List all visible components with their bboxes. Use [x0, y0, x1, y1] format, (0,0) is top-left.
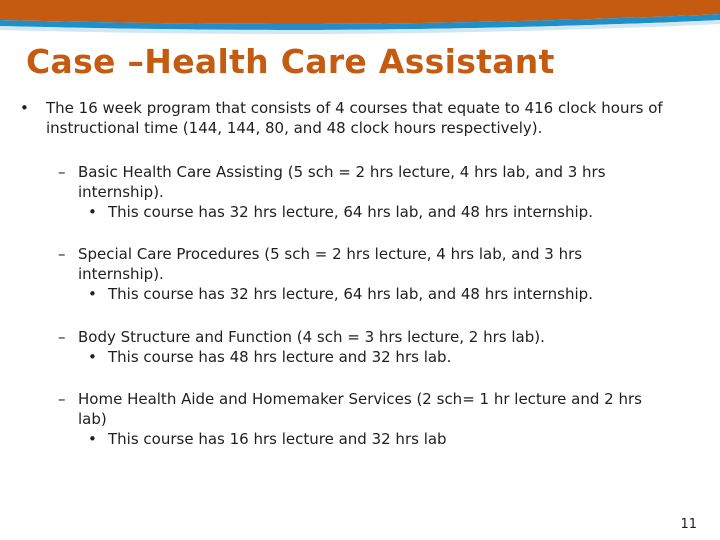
dash-marker: –	[58, 163, 66, 181]
header-wave-band	[0, 0, 720, 36]
course-detail-text: This course has 48 hrs lecture and 32 hrs lab.	[108, 348, 452, 366]
bullet-icon: •	[88, 203, 97, 221]
course-detail-text: This course has 16 hrs lecture and 32 hrs lab	[108, 430, 447, 448]
bullet-icon: •	[88, 348, 97, 366]
main-bullet	[0, 98, 720, 138]
course-text: Special Care Procedures (5 sch = 2 hrs lecture, 4 hrs lab, and 3 hrs internship).	[78, 245, 583, 283]
bullet-icon: •	[88, 285, 97, 303]
course-item	[0, 327, 720, 367]
main-bullet-text: The 16 week program that consists of 4 courses that equate to 416 clock hours of instructional time (144, 144, 80, and 48 clock hours respectively).	[46, 99, 663, 137]
bullet-icon: •	[20, 99, 29, 117]
page-number: 11	[680, 517, 697, 532]
course-detail	[88, 347, 451, 367]
course-item	[0, 244, 720, 304]
course-detail	[88, 284, 593, 304]
dash-marker: –	[58, 390, 66, 408]
course-item	[0, 162, 720, 222]
course-detail	[88, 202, 593, 222]
dash-marker: –	[58, 245, 66, 263]
course-text: Body Structure and Function (4 sch = 3 hrs lecture, 2 hrs lab).	[78, 328, 545, 346]
course-text: Home Health Aide and Homemaker Services (2 sch= 1 hr lecture and 2 hrs lab)	[78, 390, 642, 428]
course-detail-text: This course has 32 hrs lecture, 64 hrs lab, and 48 hrs internship.	[108, 285, 593, 303]
dash-marker: –	[58, 328, 66, 346]
slide-title: Case –Health Care Assistant	[26, 42, 555, 81]
course-detail-text: This course has 32 hrs lecture, 64 hrs lab, and 48 hrs internship.	[108, 203, 593, 221]
course-item	[0, 389, 720, 449]
course-detail	[88, 429, 447, 449]
bullet-icon: •	[88, 430, 97, 448]
course-text: Basic Health Care Assisting (5 sch = 2 hrs lecture, 4 hrs lab, and 3 hrs internship).	[78, 163, 606, 201]
